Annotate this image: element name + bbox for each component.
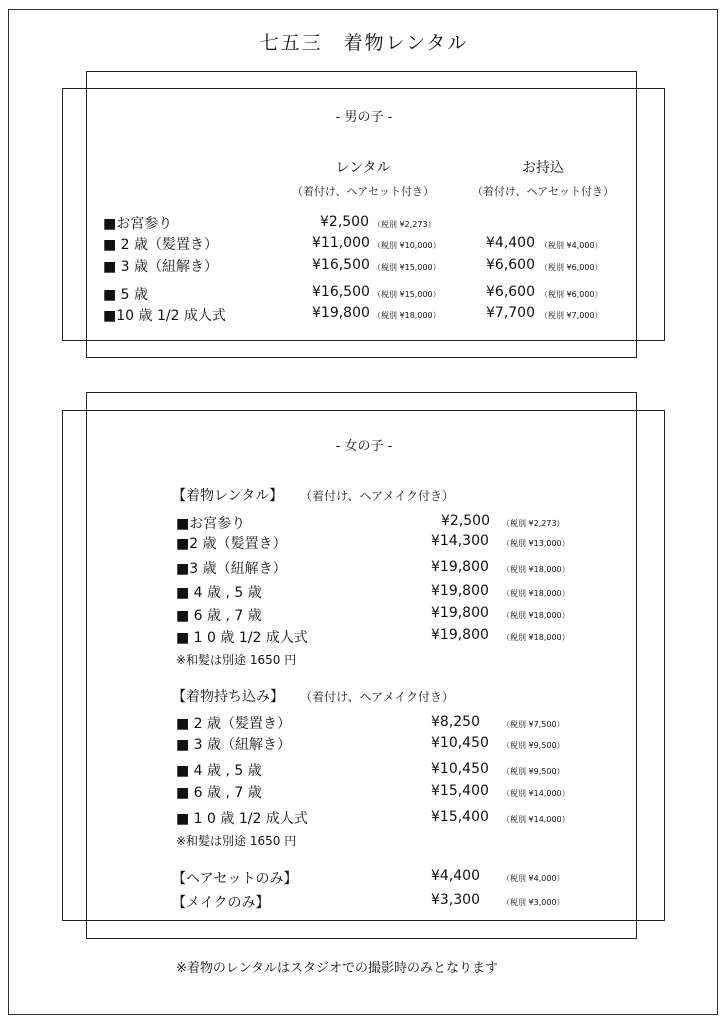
rental-tax: （税別 ¥10,000） <box>373 241 441 250</box>
bring-tax: （税別 ¥4,000） <box>540 241 603 250</box>
row-label: ■10 歳 1/2 成人式 <box>103 308 226 324</box>
row-tax: （税別 ¥3,000） <box>502 898 565 907</box>
row-price: ¥4,400 <box>431 868 480 884</box>
girls-bring-title: 【着物持ち込み】 <box>172 689 284 705</box>
page-title: 七五三 着物レンタル <box>259 32 469 54</box>
bring-price: ¥4,400 <box>486 235 535 251</box>
bring-price: ¥6,600 <box>486 257 535 273</box>
row-tax: （税別 ¥14,000） <box>502 815 570 824</box>
row-label: ■ 1 0 歳 1/2 成人式 <box>176 811 308 827</box>
row-price: ¥8,250 <box>431 714 480 730</box>
row-tax: （税別 ¥18,000） <box>502 633 570 642</box>
row-tax: （税別 ¥9,500） <box>502 767 565 776</box>
row-tax: （税別 ¥9,500） <box>502 741 565 750</box>
row-label: ■ 3 歳（紐解き） <box>176 737 292 753</box>
row-tax: （税別 ¥18,000） <box>502 565 570 574</box>
row-tax: （税別 ¥18,000） <box>502 589 570 598</box>
rental-tax: （税別 ¥15,000） <box>373 263 441 272</box>
rental-price: ¥11,000 <box>312 235 370 251</box>
row-label: ■ 4 歳 , 5 歳 <box>176 585 262 601</box>
rental-price: ¥2,500 <box>320 214 369 230</box>
row-tax: （税別 ¥14,000） <box>502 789 570 798</box>
bring-price: ¥7,700 <box>486 305 535 321</box>
row-label: ■ 2 歳（髪置き） <box>103 237 219 253</box>
girls-heading: - 女の子 - <box>335 439 393 454</box>
row-label: ■ 1 0 歳 1/2 成人式 <box>176 630 308 646</box>
bring-price: ¥6,600 <box>486 284 535 300</box>
row-label: ■お宮参り <box>103 216 173 232</box>
row-label: ■ 4 歳 , 5 歳 <box>176 763 262 779</box>
boys-col-rental-sub: （着付け、ヘアセット付き） <box>291 185 435 198</box>
row-label: ■お宮参り <box>176 516 246 532</box>
row-label: ■ 5 歳 <box>103 287 149 303</box>
bring-tax: （税別 ¥7,000） <box>540 311 603 320</box>
girls-bring-sub: （着付け、ヘアメイク付き） <box>300 690 454 704</box>
girls-rental-sub: （着付け、ヘアメイク付き） <box>300 489 454 503</box>
row-tax: （税別 ¥13,000） <box>502 539 570 548</box>
rental-price: ¥16,500 <box>312 284 370 300</box>
row-price: ¥19,800 <box>431 583 489 599</box>
row-tax: （税別 ¥18,000） <box>502 611 570 620</box>
rental-price: ¥19,800 <box>312 305 370 321</box>
boys-col-bring: お持込 <box>522 160 564 176</box>
bring-tax: （税別 ¥6,000） <box>540 263 603 272</box>
rental-tax: （税別 ¥15,000） <box>373 290 441 299</box>
row-tax: （税別 ¥2,273） <box>502 519 565 528</box>
row-label: ■2 歳（髪置き） <box>176 536 287 552</box>
rental-tax: （税別 ¥2,273） <box>373 220 436 229</box>
rental-price: ¥16,500 <box>312 257 370 273</box>
row-label: 【メイクのみ】 <box>172 895 270 911</box>
boys-heading: - 男の子 - <box>335 110 393 125</box>
girls-bring-note: ※和髪は別途 1650 円 <box>176 834 297 848</box>
row-price: ¥15,400 <box>431 809 489 825</box>
row-price: ¥3,300 <box>431 892 480 908</box>
row-label: ■ 6 歳 , 7 歳 <box>176 608 262 624</box>
row-label: ■ 6 歳 , 7 歳 <box>176 785 262 801</box>
girls-rental-title: 【着物レンタル】 <box>172 488 284 504</box>
row-label: ■ 3 歳（紐解き） <box>103 259 219 275</box>
row-label: 【ヘアセットのみ】 <box>172 871 298 887</box>
rental-tax: （税別 ¥18,000） <box>373 311 441 320</box>
row-price: ¥10,450 <box>431 761 489 777</box>
row-price: ¥15,400 <box>431 783 489 799</box>
row-price: ¥2,500 <box>441 513 490 529</box>
row-price: ¥19,800 <box>431 559 489 575</box>
row-label: ■ 2 歳（髪置き） <box>176 716 292 732</box>
row-price: ¥10,450 <box>431 735 489 751</box>
row-label: ■3 歳（紐解き） <box>176 561 287 577</box>
footer-note: ※着物のレンタルはスタジオでの撮影時のみとなります <box>176 961 499 976</box>
boys-col-bring-sub: （着付け、ヘアセット付き） <box>471 185 615 198</box>
row-tax: （税別 ¥7,500） <box>502 720 565 729</box>
bring-tax: （税別 ¥6,000） <box>540 290 603 299</box>
row-price: ¥19,800 <box>431 627 489 643</box>
girls-rental-note: ※和髪は別途 1650 円 <box>176 653 297 667</box>
row-tax: （税別 ¥4,000） <box>502 874 565 883</box>
row-price: ¥19,800 <box>431 605 489 621</box>
boys-col-rental: レンタル <box>335 160 391 176</box>
row-price: ¥14,300 <box>431 533 489 549</box>
